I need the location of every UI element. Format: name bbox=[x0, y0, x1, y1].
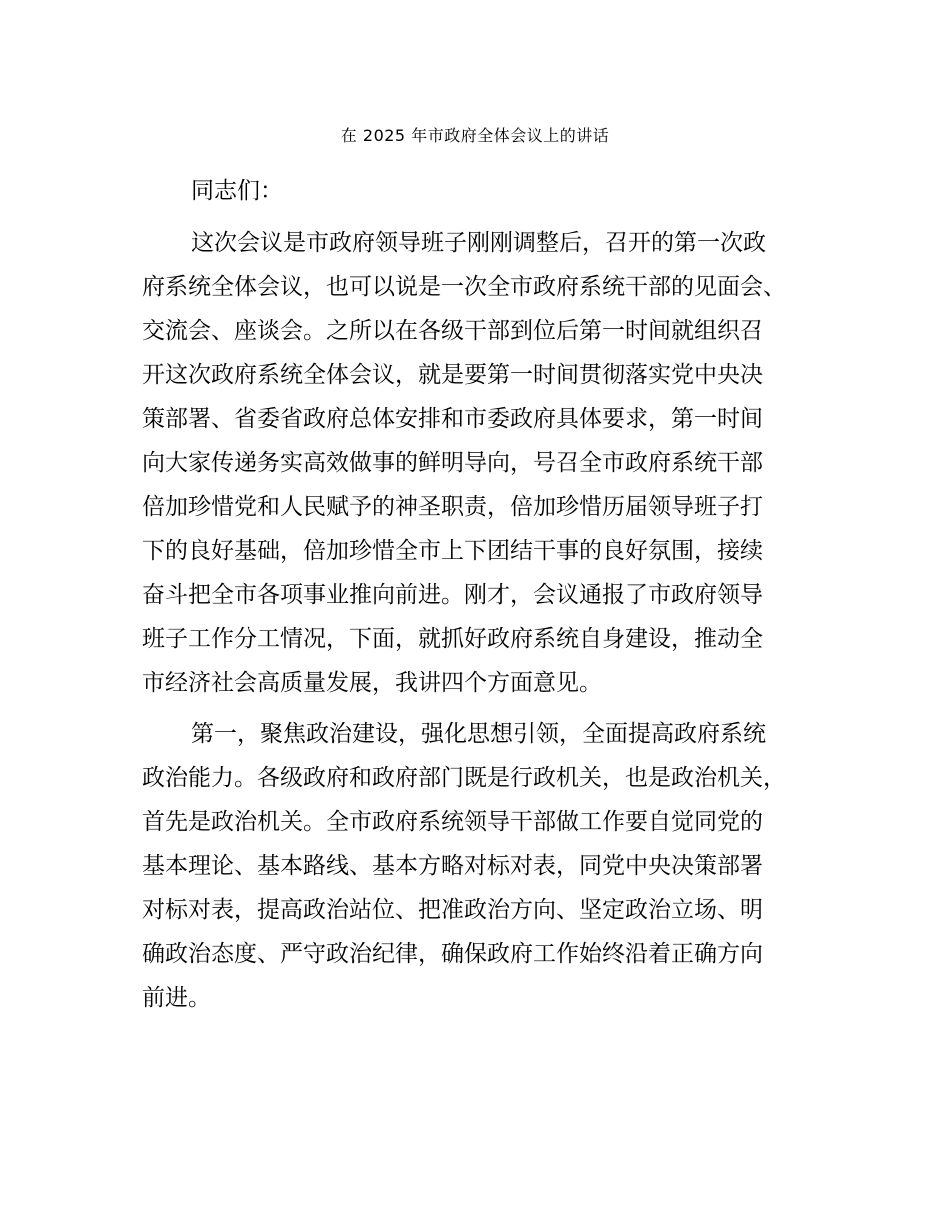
paragraph-1-line-6: 向大家传递务实高效做事的鲜明导向，号召全市政府系统干部 bbox=[142, 450, 763, 476]
paragraph-1-line-11: 市经济社会高质量发展，我讲四个方面意见。 bbox=[142, 670, 602, 696]
paragraph-1-line-7: 倍加珍惜党和人民赋予的神圣职责，倍加珍惜历届领导班子打 bbox=[142, 494, 763, 520]
paragraph-2-line-3: 首先是政治机关。全市政府系统领导干部做工作要自觉同党的 bbox=[142, 809, 763, 835]
paragraph-2-line-5: 对标对表，提高政治站位、把准政治方向、坚定政治立场、明 bbox=[142, 897, 763, 923]
paragraph-1-line-10: 班子工作分工情况，下面，就抓好政府系统自身建设，推动全 bbox=[142, 626, 763, 652]
paragraph-2-line-6: 确政治态度、严守政治纪律，确保政府工作始终沿着正确方向 bbox=[142, 941, 763, 967]
document-title: 在 2025 年市政府全体会议上的讲话 bbox=[340, 126, 610, 145]
paragraph-1-line-3: 交流会、座谈会。之所以在各级干部到位后第一时间就组织召 bbox=[142, 318, 763, 344]
paragraph-1-line-8: 下的良好基础，倍加珍惜全市上下团结干事的良好氛围，接续 bbox=[142, 538, 763, 564]
paragraph-1-line-2: 府系统全体会议，也可以说是一次全市政府系统干部的见面会、 bbox=[142, 274, 786, 300]
paragraph-2-line-7: 前进。 bbox=[142, 985, 211, 1011]
paragraph-2-line-1: 第一，聚焦政治建设，强化思想引领，全面提高政府系统 bbox=[191, 721, 766, 747]
paragraph-1-line-5: 策部署、省委省政府总体安排和市委政府具体要求，第一时间 bbox=[142, 406, 763, 432]
paragraph-1-line-1: 这次会议是市政府领导班子刚刚调整后，召开的第一次政 bbox=[191, 230, 766, 256]
paragraph-2-line-4: 基本理论、基本路线、基本方略对标对表，同党中央决策部署 bbox=[142, 853, 763, 879]
salutation: 同志们： bbox=[191, 178, 283, 204]
paragraph-1-line-9: 奋斗把全市各项事业推向前进。刚才，会议通报了市政府领导 bbox=[142, 582, 763, 608]
paragraph-1-line-4: 开这次政府系统全体会议，就是要第一时间贯彻落实党中央决 bbox=[142, 362, 763, 388]
paragraph-2-line-2: 政治能力。各级政府和政府部门既是行政机关，也是政治机关， bbox=[142, 765, 786, 791]
